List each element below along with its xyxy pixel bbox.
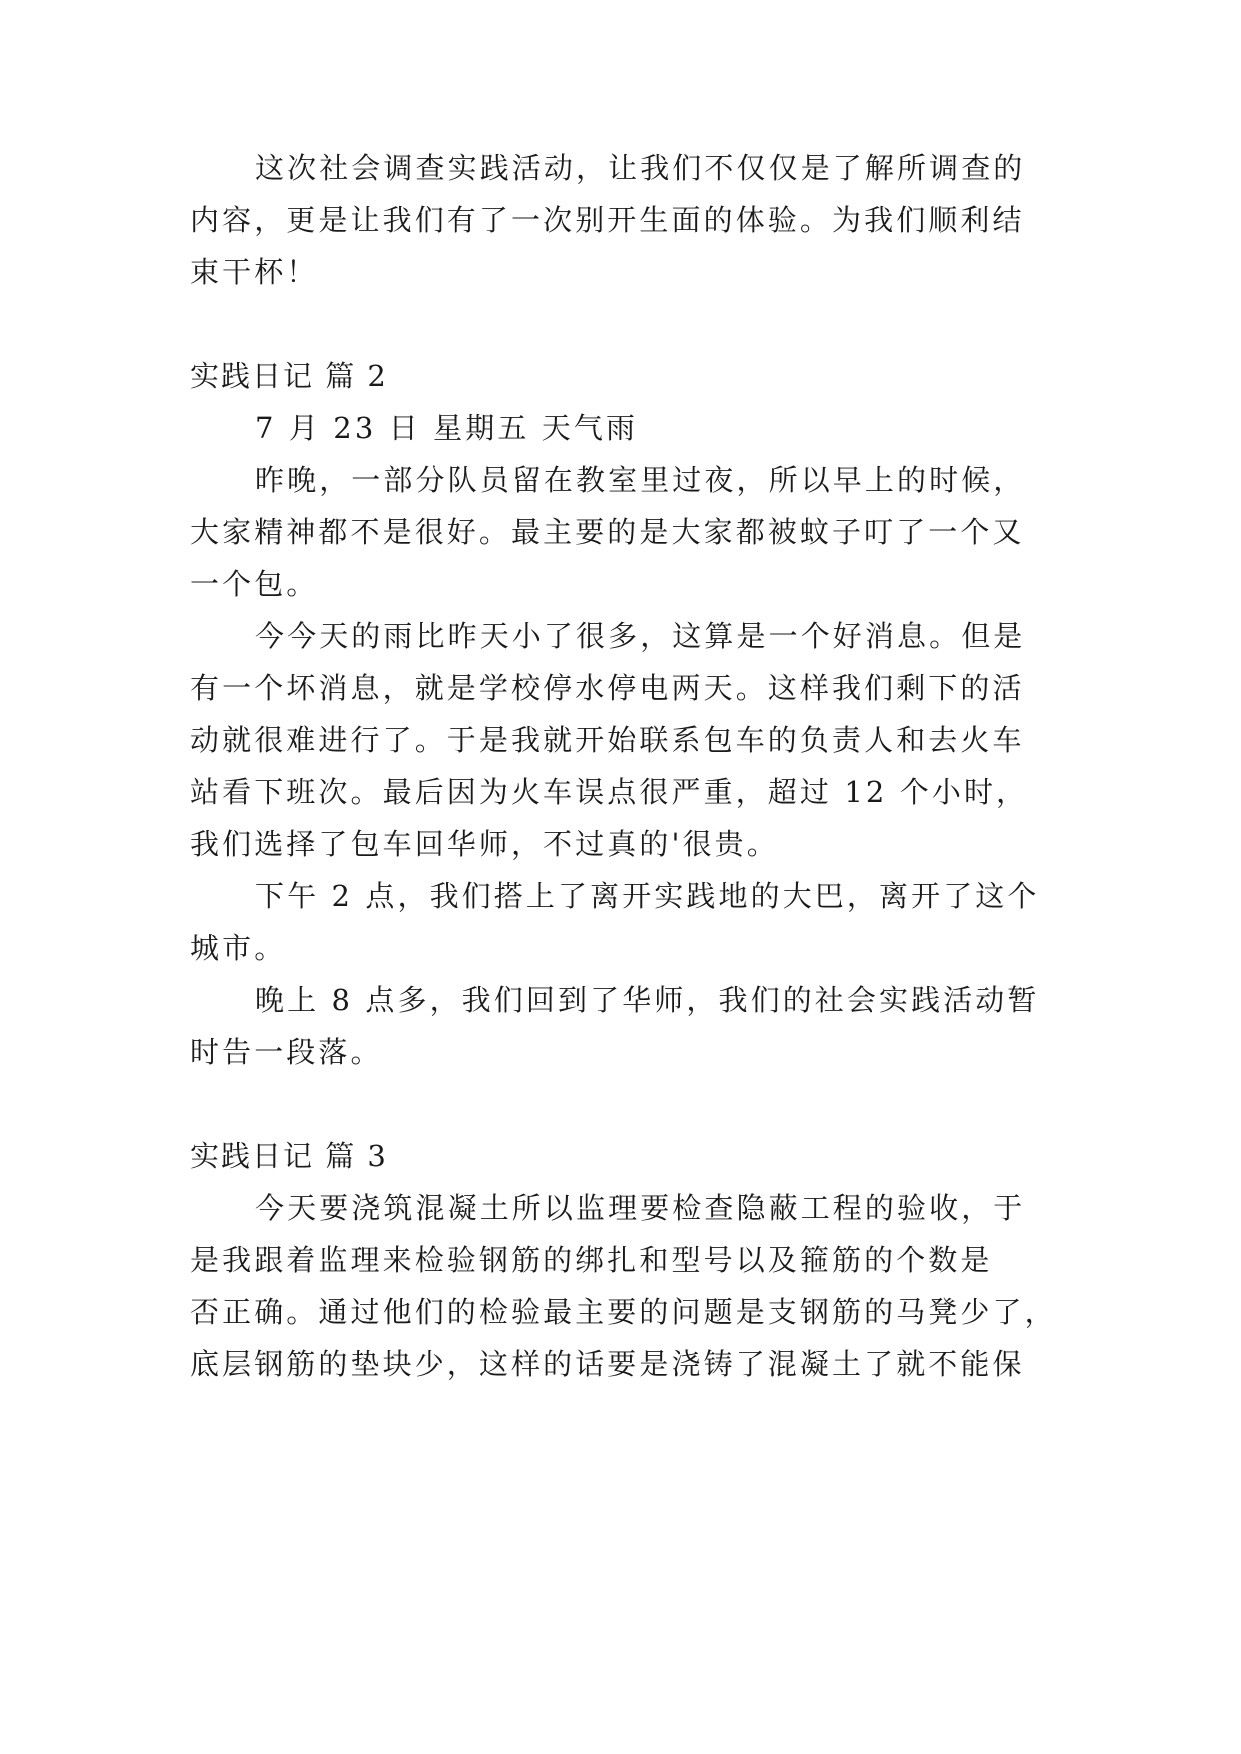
- section-heading: 实践日记 篇 3: [190, 1139, 388, 1173]
- paragraph-line: 是我跟着监理来检验钢筋的绑扎和型号以及箍筋的个数是: [190, 1243, 993, 1277]
- paragraph-line: 大家精神都不是很好。最主要的是大家都被蚊子叮了一个又: [190, 515, 1025, 549]
- paragraph-line: 我们选择了包车回华师，不过真的'很贵。: [190, 827, 779, 861]
- paragraph-line: 时告一段落。: [190, 1035, 383, 1069]
- paragraph-line: 晚上 8 点多，我们回到了华师，我们的社会实践活动暂: [255, 983, 1040, 1017]
- paragraph-line: 一个包。: [190, 567, 319, 601]
- paragraph-line: 束干杯！: [190, 255, 319, 289]
- paragraph-line: 有一个坏消息，就是学校停水停电两天。这样我们剩下的活: [190, 671, 1025, 705]
- section-heading: 实践日记 篇 2: [190, 359, 388, 393]
- paragraph-line: 这次社会调查实践活动，让我们不仅仅是了解所调查的: [255, 151, 1026, 185]
- paragraph-line: 底层钢筋的垫块少，这样的话要是浇铸了混凝土了就不能保: [190, 1347, 1025, 1381]
- paragraph-line: 下午 2 点，我们搭上了离开实践地的大巴，离开了这个: [255, 879, 1040, 913]
- paragraph-line: 昨晚，一部分队员留在教室里过夜，所以早上的时候，: [255, 463, 1026, 497]
- paragraph-line: 否正确。通过他们的检验最主要的问题是支钢筋的马凳少了，: [190, 1295, 1057, 1329]
- paragraph-line: 今天要浇筑混凝土所以监理要检查隐蔽工程的验收，于: [255, 1191, 1026, 1225]
- paragraph-line: 站看下班次。最后因为火车误点很严重，超过 12 个小时，: [190, 775, 1029, 809]
- paragraph-line: 城市。: [190, 931, 287, 965]
- paragraph-line: 内容，更是让我们有了一次别开生面的体验。为我们顺利结: [190, 203, 1025, 237]
- paragraph-line: 动就很难进行了。于是我就开始联系包车的负责人和去火车: [190, 723, 1025, 757]
- paragraph-line: 今今天的雨比昨天小了很多，这算是一个好消息。但是: [255, 619, 1026, 653]
- date-line: 7 月 23 日 星期五 天气雨: [255, 411, 639, 445]
